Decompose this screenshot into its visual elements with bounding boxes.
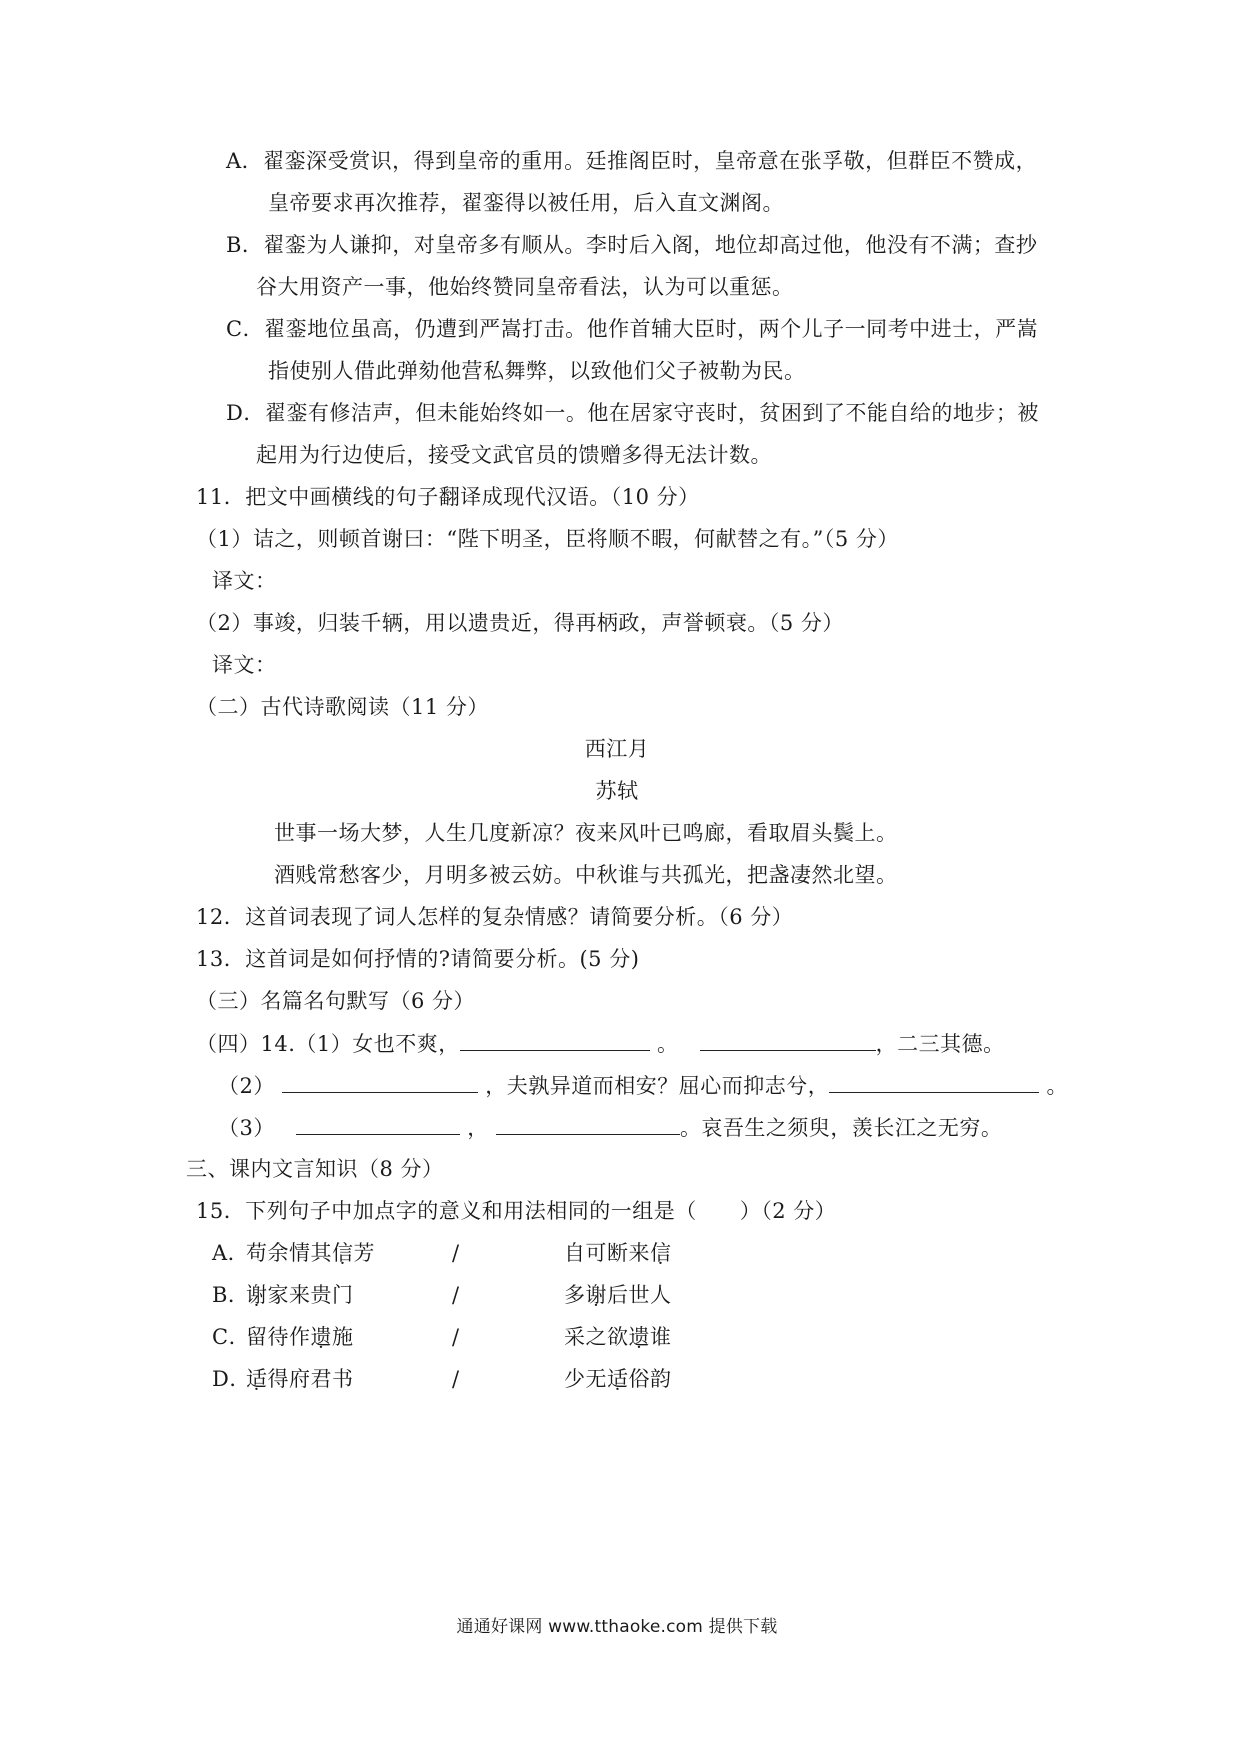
q11-translation-label-2: 译文：	[212, 653, 277, 677]
q15-option-a	[0, 1238, 1234, 1268]
option-d-line2: 起用为行边使后，接受文武官员的馈赠多得无法计数。	[256, 443, 772, 467]
dotted-character: 适	[246, 1367, 268, 1391]
poem-author: 苏轼	[595, 779, 639, 803]
answer-blank[interactable]	[282, 1070, 478, 1093]
q14-part-3-mid: ，	[467, 1116, 489, 1140]
q15-left-phrase: 适得府君书	[246, 1367, 354, 1391]
page-footer: 通通好课网 www.tthaoke.com 提供下载	[456, 1617, 778, 1637]
q15-right-phrase: 自可断来信	[564, 1241, 672, 1265]
option-b-line1: B．翟銮为人谦抑，对皇帝多有顺从。李时后入阁，地位却高过他，他没有不满；查抄	[226, 233, 1038, 257]
q15-option-label: B．	[212, 1283, 250, 1307]
q14-part-3-lead: （3）	[218, 1116, 275, 1140]
q15-option-b	[0, 1280, 1234, 1310]
q14-part-3	[218, 1112, 1002, 1143]
q15-left-phrase: 苟余情其信芳	[246, 1241, 375, 1265]
q15-separator: /	[452, 1241, 460, 1265]
q15-left-phrase: 留待作遗施	[246, 1325, 354, 1349]
q11-sentence-2: （2）事竣，归装千辆，用以遗贵近，得再柄政，声誉顿衰。（5 分）	[196, 611, 844, 635]
q14-part-1-tail: ，二三其德。	[875, 1032, 1005, 1056]
answer-blank[interactable]	[496, 1112, 680, 1135]
q15-option-label: A．	[212, 1241, 250, 1265]
q15-right-phrase: 采之欲遗谁	[564, 1325, 672, 1349]
q15-option-label: C．	[212, 1325, 251, 1349]
q11-translation-label-1: 译文：	[212, 569, 277, 593]
dotted-character: 谢	[585, 1283, 607, 1307]
dotted-character: 遗	[628, 1325, 650, 1349]
option-d-line1: D．翟銮有修洁声，但未能始终如一。他在居家守丧时，贫困到了不能自给的地步；被	[226, 401, 1039, 425]
dotted-character: 适	[607, 1367, 629, 1391]
q14-part-3-tail: 。哀吾生之须臾，羡长江之无穷。	[679, 1116, 1003, 1140]
option-a-line1: A．翟銮深受赏识，得到皇帝的重用。廷推阁臣时，皇帝意在张孚敬，但群臣不赞成，	[226, 149, 1038, 173]
answer-blank[interactable]	[460, 1028, 650, 1051]
q15-option-c	[0, 1322, 1234, 1352]
q15-separator: /	[452, 1325, 460, 1349]
q14-part-1-lead: （四）14.（1）女也不爽，	[196, 1032, 460, 1056]
dotted-character: 信	[332, 1241, 354, 1265]
poem-line-2: 酒贱常愁客少，月明多被云妨。中秋谁与共孤光，把盏凄然北望。	[274, 863, 898, 887]
answer-blank[interactable]	[296, 1112, 460, 1135]
q15-separator: /	[452, 1283, 460, 1307]
q14-part-2-mid: ，夫孰异道而相安？屈心而抑志兮，	[485, 1074, 830, 1098]
q14-part-1-mid: 。	[656, 1032, 679, 1056]
q14-part-1	[196, 1028, 1005, 1059]
dotted-character: 谢	[246, 1283, 268, 1307]
q14-part-2-lead: （2）	[218, 1074, 275, 1098]
option-b-line2: 谷大用资产一事，他始终赞同皇帝看法，认为可以重惩。	[256, 275, 794, 299]
q15-title: 15．下列句子中加点字的意义和用法相同的一组是（ ）（2 分）	[196, 1199, 837, 1223]
q12-text: 12．这首词表现了词人怎样的复杂情感？请简要分析。（6 分）	[196, 905, 794, 929]
option-c-line2: 指使别人借此弹劾他营私舞弊，以致他们父子被勒为民。	[268, 359, 806, 383]
dotted-character: 信	[650, 1241, 672, 1265]
q15-option-d	[0, 1364, 1234, 1394]
answer-blank[interactable]	[829, 1070, 1039, 1093]
poem-title: 西江月	[584, 737, 650, 761]
q15-right-phrase: 多谢后世人	[564, 1283, 672, 1307]
q15-right-phrase: 少无适俗韵	[564, 1367, 672, 1391]
answer-blank[interactable]	[700, 1028, 876, 1051]
q11-title: 11．把文中画横线的句子翻译成现代汉语。（10 分）	[196, 485, 700, 509]
poetry-section-heading: （二）古代诗歌阅读（11 分）	[196, 695, 489, 719]
q13-text: 13．这首词是如何抒情的?请简要分析。(5 分)	[196, 947, 640, 971]
poem-line-1: 世事一场大梦，人生几度新凉？夜来风叶已鸣廊，看取眉头鬓上。	[274, 821, 898, 845]
q15-left-phrase: 谢家来贵门	[246, 1283, 354, 1307]
option-c-line1: C．翟銮地位虽高，仍遭到严嵩打击。他作首辅大臣时，两个儿子一同考中进士，严嵩	[226, 317, 1039, 341]
section-3-heading: （三）名篇名句默写（6 分）	[196, 989, 476, 1013]
dotted-character: 遗	[310, 1325, 332, 1349]
q15-option-label: D．	[212, 1367, 251, 1391]
q11-sentence-1: （1）诘之，则顿首谢曰：“陛下明圣，臣将顺不暇，何献替之有。”（5 分）	[196, 527, 899, 551]
q14-part-2-tail: 。	[1046, 1074, 1068, 1098]
q14-part-2	[218, 1070, 1068, 1101]
option-a-line2: 皇帝要求再次推荐，翟銮得以被任用，后入直文渊阁。	[268, 191, 784, 215]
part-3-heading: 三、课内文言知识（8 分）	[186, 1157, 444, 1181]
q15-separator: /	[452, 1367, 460, 1391]
